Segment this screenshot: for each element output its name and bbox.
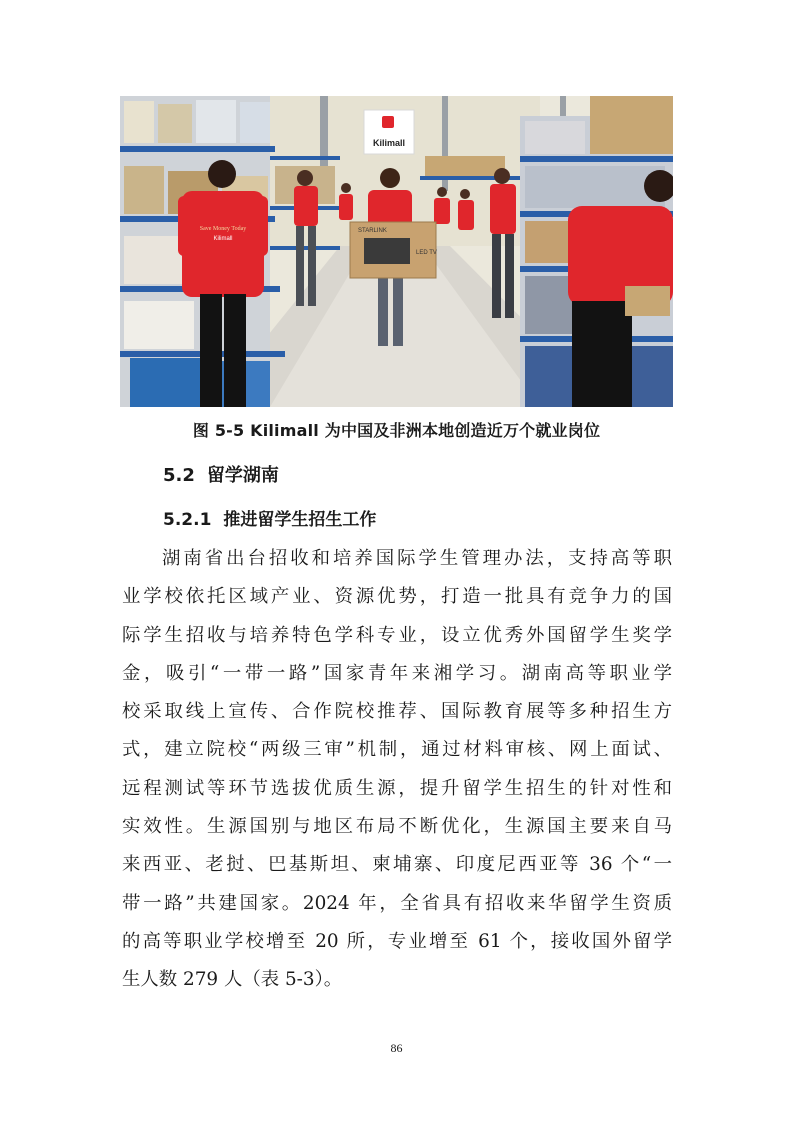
paragraph-line: 校采取线上宣传、合作院校推荐、国际教育展等多种招生方 bbox=[122, 701, 672, 723]
subsection-title: 推进留学生招生工作 bbox=[223, 510, 377, 530]
paragraph-line: 生人数 279 人（表 5-3）。 bbox=[122, 969, 343, 991]
warehouse-scene bbox=[120, 96, 673, 407]
figure-caption: 图 5-5 Kilimall 为中国及非洲本地创造近万个就业岗位 bbox=[192, 421, 601, 440]
section-heading bbox=[163, 461, 279, 487]
box-label: LED TV bbox=[416, 250, 437, 256]
paragraph-line: 金，吸引“一带一路”国家青年来湘学习。湖南高等职业学 bbox=[122, 662, 672, 684]
box-brand: STARLINK bbox=[358, 228, 387, 234]
paragraph-line: 带一路”共建国家。2024 年，全省具有招收来华留学生资质 bbox=[122, 892, 672, 914]
shirt-slogan: Save Money Today bbox=[199, 226, 247, 232]
paragraph-line: 际学生招收与培养特色学科专业，设立优秀外国留学生奖学 bbox=[122, 624, 672, 646]
paragraph-line: 来西亚、老挝、巴基斯坦、柬埔寨、印度尼西亚等 36 个“一 bbox=[122, 854, 672, 876]
subsection-heading bbox=[163, 505, 376, 530]
subsection-number: 5.2.1 bbox=[163, 510, 212, 530]
body-paragraph bbox=[122, 540, 672, 1000]
shirt-brand: Kilimall bbox=[213, 236, 233, 242]
paragraph-line: 式，建立院校“两级三审”机制，通过材料审核、网上面试、 bbox=[122, 739, 672, 761]
warehouse-photo bbox=[120, 96, 673, 407]
paragraph-line: 的高等职业学校增至 20 所，专业增至 61 个，接收国外留学 bbox=[122, 930, 672, 952]
paragraph-line: 远程测试等环节选拔优质生源，提升留学生招生的针对性和 bbox=[122, 777, 672, 799]
section-number: 5.2 bbox=[163, 465, 195, 486]
page-number: 86 bbox=[390, 1041, 403, 1055]
paragraph-line: 湖南省出台招收和培养国际学生管理办法，支持高等职 bbox=[162, 548, 672, 569]
sign-text: Kilimall bbox=[372, 138, 406, 148]
paragraph-line: 业学校依托区域产业、资源优势，打造一批具有竞争力的国 bbox=[122, 586, 672, 608]
section-title: 留学湖南 bbox=[206, 465, 279, 486]
paragraph-line: 实效性。生源国别与地区布局不断优化，生源国主要来自马 bbox=[122, 816, 672, 838]
